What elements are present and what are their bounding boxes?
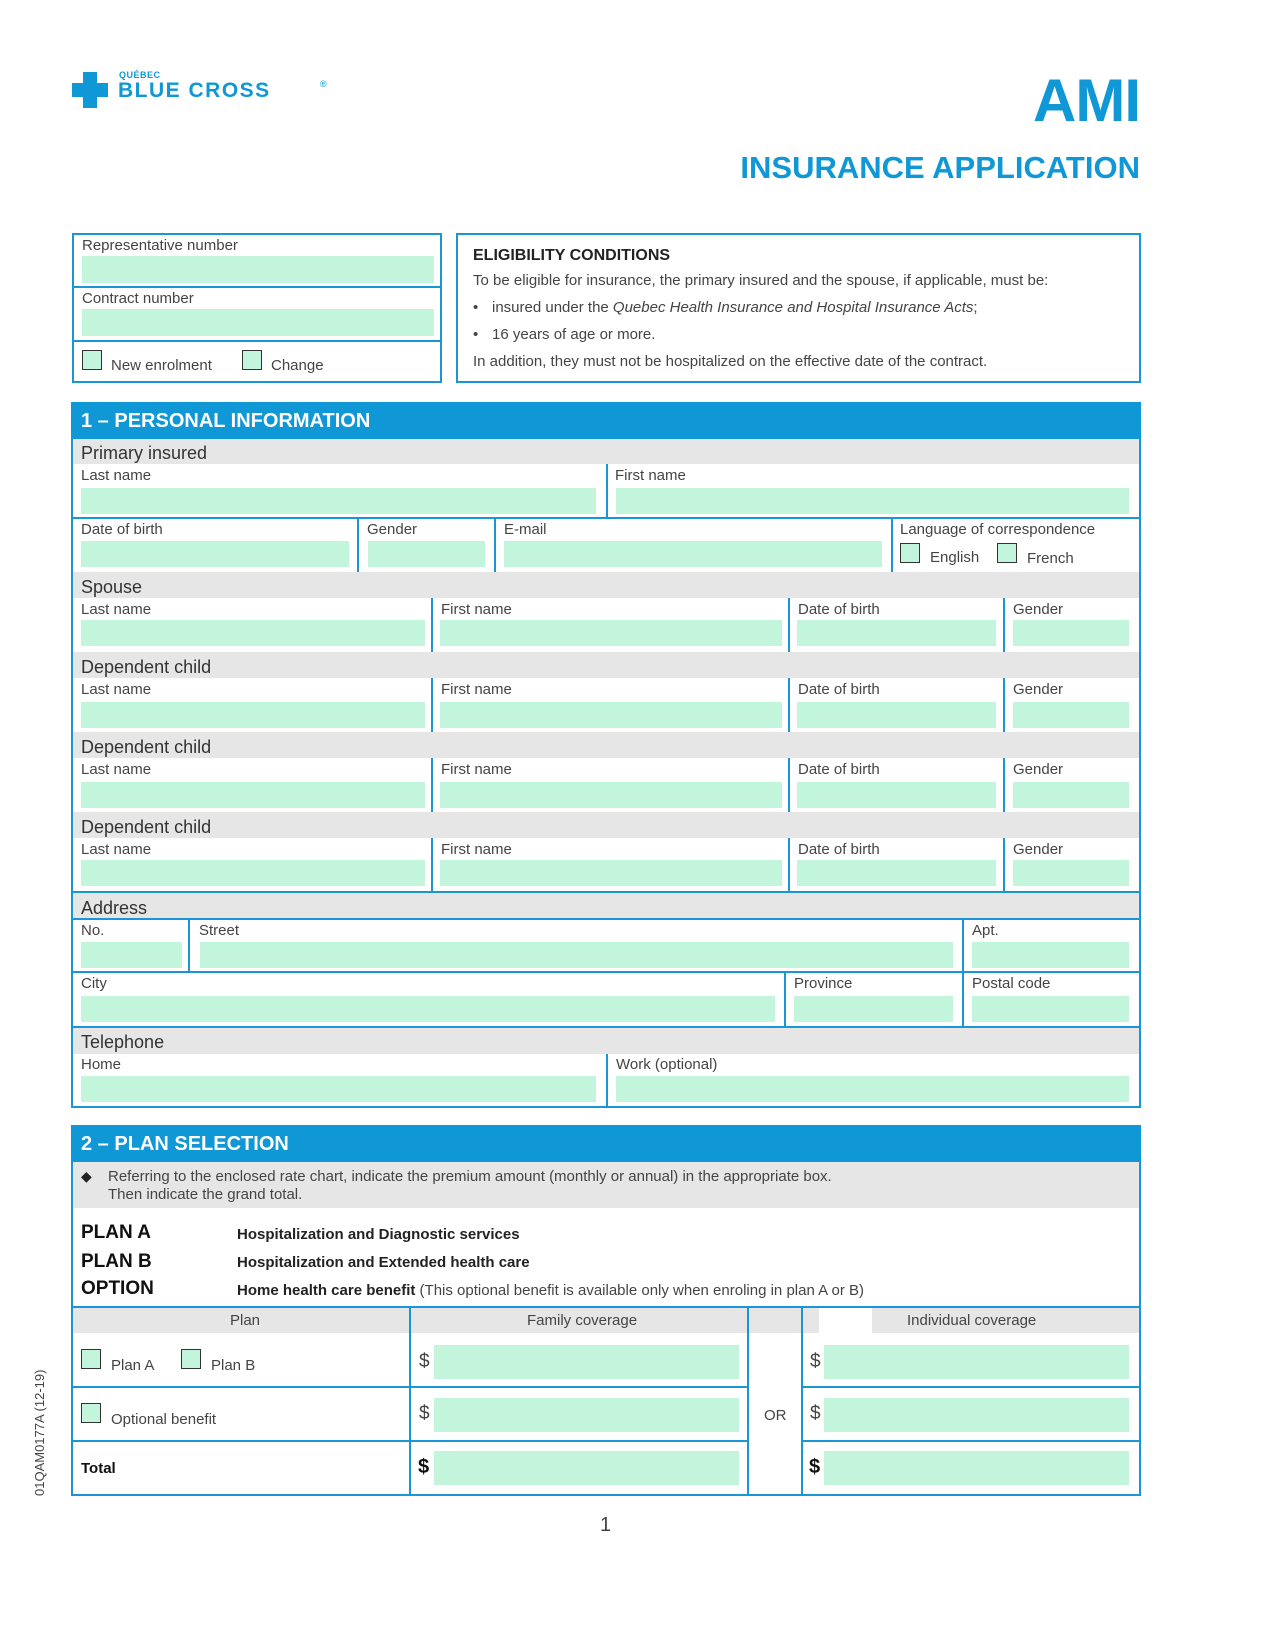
eligibility-title: ELIGIBILITY CONDITIONS bbox=[473, 247, 671, 264]
postal-code-field[interactable] bbox=[972, 996, 1129, 1022]
child1-first-name-field[interactable] bbox=[440, 702, 782, 728]
child2-last-name-field[interactable] bbox=[81, 782, 425, 808]
dependent-child-3-heading: Dependent child bbox=[81, 817, 212, 837]
address-heading: Address bbox=[81, 898, 148, 918]
logo-small-text: QUÉBEC bbox=[119, 70, 161, 80]
contract-number-label: Contract number bbox=[82, 290, 194, 307]
instruction-line-1: Referring to the enclosed rate chart, indicate the premium amount (monthly or annual) in the appropriate box. bbox=[108, 1168, 832, 1185]
primary-insured-heading: Primary insured bbox=[81, 443, 208, 463]
child2-gender-select[interactable] bbox=[1013, 782, 1129, 808]
work-phone-label: Work (optional) bbox=[616, 1056, 718, 1073]
province-label: Province bbox=[794, 975, 853, 992]
plan-b-checkbox[interactable] bbox=[181, 1349, 201, 1369]
city-field[interactable] bbox=[81, 996, 775, 1022]
option-individual-amount-field[interactable] bbox=[824, 1398, 1129, 1432]
eligibility-bullet-2: 16 years of age or more. bbox=[492, 326, 656, 343]
logo-registered: ® bbox=[320, 79, 327, 89]
col-family-header: Family coverage bbox=[527, 1312, 638, 1329]
spouse-heading: Spouse bbox=[81, 577, 143, 597]
plan-a-checkbox-label: Plan A bbox=[111, 1357, 155, 1374]
total-family-amount-field[interactable] bbox=[434, 1451, 739, 1485]
plan-b-description: Hospitalization and Extended health care bbox=[237, 1254, 530, 1271]
bullet-1-post: ; bbox=[973, 299, 978, 316]
dollar-sign: $ bbox=[419, 1351, 430, 1372]
child2-dob-label: Date of birth bbox=[798, 761, 880, 778]
plan-family-amount-field[interactable] bbox=[434, 1345, 739, 1379]
child3-first-name-label: First name bbox=[441, 841, 512, 858]
spouse-dob-field[interactable] bbox=[797, 620, 996, 646]
total-label: Total bbox=[81, 1460, 116, 1477]
language-label: Language of correspondence bbox=[900, 521, 1096, 538]
plan-individual-amount-field[interactable] bbox=[824, 1345, 1129, 1379]
home-phone-field[interactable] bbox=[81, 1076, 596, 1102]
eligibility-box bbox=[456, 233, 1141, 383]
total-individual-amount-field[interactable] bbox=[824, 1451, 1129, 1485]
street-field[interactable] bbox=[200, 942, 953, 968]
dependent-child-2-heading: Dependent child bbox=[81, 737, 212, 757]
doc-title: AMI bbox=[1033, 67, 1140, 134]
page-number: 1 bbox=[600, 1514, 612, 1536]
eligibility-intro: To be eligible for insurance, the primary insured and the spouse, if applicable, must be: bbox=[473, 272, 1049, 289]
primary-first-name-field[interactable] bbox=[616, 488, 1129, 514]
option-family-amount-field[interactable] bbox=[434, 1398, 739, 1432]
child1-dob-field[interactable] bbox=[797, 702, 996, 728]
child3-dob-field[interactable] bbox=[797, 860, 996, 886]
city-label: City bbox=[81, 975, 107, 992]
bullet-1-pre: insured under the bbox=[492, 299, 613, 316]
new-enrolment-label: New enrolment bbox=[111, 357, 212, 374]
section1-header bbox=[71, 402, 1141, 439]
child3-last-name-field[interactable] bbox=[81, 860, 425, 886]
optional-benefit-checkbox[interactable] bbox=[81, 1403, 101, 1423]
primary-gender-label: Gender bbox=[367, 521, 418, 538]
english-label: English bbox=[930, 549, 980, 566]
spouse-first-name-label: First name bbox=[441, 601, 512, 618]
child2-first-name-label: First name bbox=[441, 761, 512, 778]
child1-last-name-field[interactable] bbox=[81, 702, 425, 728]
form-code: 01QAM0177A (12-19) bbox=[32, 1369, 47, 1496]
instruction-line-2: Then indicate the grand total. bbox=[108, 1186, 303, 1203]
option-description-rest: (This optional benefit is available only when enroling in plan A or B) bbox=[415, 1282, 864, 1299]
representative-number-label: Representative number bbox=[82, 237, 238, 254]
plan-b-checkbox-label: Plan B bbox=[211, 1357, 256, 1374]
apt-field[interactable] bbox=[972, 942, 1129, 968]
french-label: French bbox=[1027, 550, 1074, 567]
province-field[interactable] bbox=[794, 996, 953, 1022]
plan-a-checkbox[interactable] bbox=[81, 1349, 101, 1369]
contract-number-field[interactable] bbox=[82, 309, 434, 336]
dollar-sign: $ bbox=[419, 1403, 430, 1424]
dollar-sign: $ bbox=[810, 1351, 821, 1372]
primary-last-name-label: Last name bbox=[81, 467, 152, 484]
spouse-gender-select[interactable] bbox=[1013, 620, 1129, 646]
dependent-child-1-heading: Dependent child bbox=[81, 657, 212, 677]
change-label: Change bbox=[271, 357, 324, 374]
or-label: OR bbox=[764, 1407, 787, 1424]
doc-subtitle: INSURANCE APPLICATION bbox=[740, 150, 1140, 185]
address-no-label: No. bbox=[81, 922, 105, 939]
section2 bbox=[71, 1125, 1141, 1497]
child2-last-name-label: Last name bbox=[81, 761, 152, 778]
primary-email-field[interactable] bbox=[504, 541, 882, 567]
spouse-last-name-field[interactable] bbox=[81, 620, 425, 646]
primary-dob-field[interactable] bbox=[81, 541, 349, 567]
child1-first-name-label: First name bbox=[441, 681, 512, 698]
apt-label: Apt. bbox=[972, 922, 999, 939]
option-description bbox=[237, 1282, 864, 1299]
home-phone-label: Home bbox=[81, 1056, 122, 1073]
plan-a-description: Hospitalization and Diagnostic services bbox=[237, 1226, 520, 1243]
french-checkbox[interactable] bbox=[997, 543, 1017, 563]
logo bbox=[72, 70, 342, 110]
work-phone-field[interactable] bbox=[616, 1076, 1129, 1102]
spouse-last-name-label: Last name bbox=[81, 601, 152, 618]
option-description-bold: Home health care benefit bbox=[237, 1282, 416, 1299]
logo-main-text: BLUE CROSS bbox=[118, 79, 271, 102]
child1-last-name-label: Last name bbox=[81, 681, 152, 698]
blue-cross-icon bbox=[72, 72, 108, 108]
plan-b-heading: PLAN B bbox=[81, 1251, 152, 1272]
representative-number-field[interactable] bbox=[82, 256, 434, 283]
section2-title: 2 – PLAN SELECTION bbox=[81, 1133, 289, 1155]
option-heading: OPTION bbox=[81, 1278, 154, 1299]
english-checkbox[interactable] bbox=[900, 543, 920, 563]
dollar-sign: $ bbox=[810, 1403, 821, 1424]
new-enrolment-checkbox[interactable] bbox=[82, 350, 102, 370]
primary-last-name-field[interactable] bbox=[81, 488, 596, 514]
col-plan-header: Plan bbox=[230, 1312, 261, 1329]
address-no-field[interactable] bbox=[81, 942, 182, 968]
section1-title: 1 – PERSONAL INFORMATION bbox=[81, 410, 371, 432]
dollar-sign: $ bbox=[418, 1456, 430, 1478]
plan-a-heading: PLAN A bbox=[81, 1222, 152, 1243]
eligibility-bullet-1 bbox=[492, 299, 978, 316]
primary-first-name-label: First name bbox=[615, 467, 686, 484]
section1 bbox=[71, 402, 1141, 1109]
child3-first-name-field[interactable] bbox=[440, 860, 782, 886]
street-label: Street bbox=[199, 922, 240, 939]
spouse-first-name-field[interactable] bbox=[440, 620, 782, 646]
child3-dob-label: Date of birth bbox=[798, 841, 880, 858]
primary-email-label: E-mail bbox=[504, 521, 547, 538]
child3-gender-label: Gender bbox=[1013, 841, 1064, 858]
primary-dob-label: Date of birth bbox=[81, 521, 163, 538]
section2-header bbox=[71, 1125, 1141, 1162]
child2-dob-field[interactable] bbox=[797, 782, 996, 808]
bullet-1-italic: Quebec Health Insurance and Hospital Insurance Acts bbox=[612, 299, 974, 316]
child2-first-name-field[interactable] bbox=[440, 782, 782, 808]
diamond-icon: ◆ bbox=[81, 1168, 92, 1184]
child1-gender-label: Gender bbox=[1013, 681, 1064, 698]
eligibility-addition: In addition, they must not be hospitalized on the effective date of the contract. bbox=[473, 353, 988, 370]
postal-code-label: Postal code bbox=[972, 975, 1051, 992]
child3-gender-select[interactable] bbox=[1013, 860, 1129, 886]
spouse-dob-label: Date of birth bbox=[798, 601, 880, 618]
change-checkbox[interactable] bbox=[242, 350, 262, 370]
child1-gender-select[interactable] bbox=[1013, 702, 1129, 728]
child2-gender-label: Gender bbox=[1013, 761, 1064, 778]
dollar-sign: $ bbox=[809, 1456, 821, 1478]
child1-dob-label: Date of birth bbox=[798, 681, 880, 698]
optional-benefit-label: Optional benefit bbox=[111, 1411, 217, 1428]
telephone-heading: Telephone bbox=[81, 1032, 165, 1052]
bullet-icon: • bbox=[473, 299, 479, 316]
bullet-icon: • bbox=[473, 326, 479, 343]
child3-last-name-label: Last name bbox=[81, 841, 152, 858]
primary-gender-select[interactable] bbox=[368, 541, 485, 567]
top-left-box bbox=[72, 233, 442, 383]
col-individual-header: Individual coverage bbox=[907, 1312, 1037, 1329]
spouse-gender-label: Gender bbox=[1013, 601, 1064, 618]
